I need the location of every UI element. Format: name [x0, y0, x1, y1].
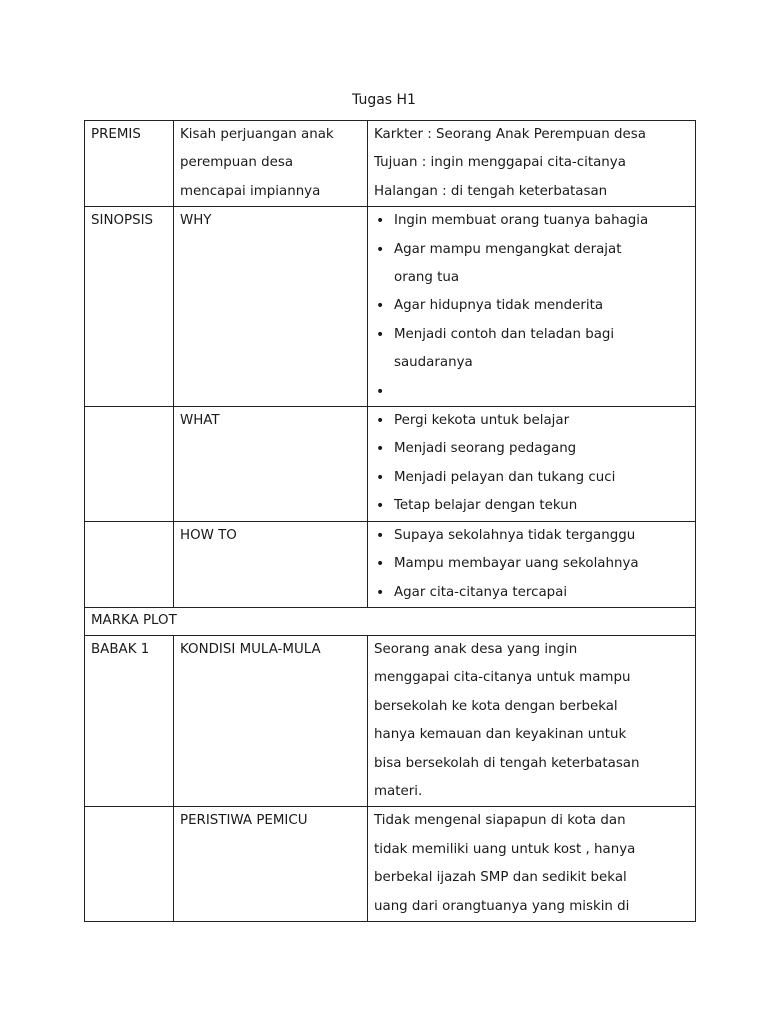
list-item: • Supaya sekolahnya tidak terganggu [374, 522, 689, 550]
empty-cell [85, 407, 174, 522]
howto-label: HOW TO [174, 521, 368, 607]
howto-content [368, 521, 696, 607]
sinopsis-label: SINOPSIS [85, 207, 174, 407]
list-item: • Agar mampu mengangkat derajat orang tua [374, 236, 689, 293]
marka-plot-heading: MARKA PLOT [85, 607, 696, 635]
list-item: • Agar cita-citanya tercapai [374, 579, 689, 607]
sinopsis-why-row [85, 207, 696, 407]
howto-list [374, 522, 689, 607]
pemicu-content: Tidak mengenal siapapun di kota dan tidak memiliki uang untuk kost , hanya berbekal ijazah SMP dan sedikit bekal uang dari orangtuanya yang miskin di [368, 807, 696, 922]
empty-cell [85, 521, 174, 607]
premis-row [85, 121, 696, 207]
premis-summary-line: perempuan desa [180, 155, 294, 171]
story-outline-table [84, 120, 696, 922]
sinopsis-what-row [85, 407, 696, 522]
pemicu-label: PERISTIWA PEMICU [174, 807, 368, 922]
what-label: WHAT [174, 407, 368, 522]
premis-detail [368, 121, 696, 207]
premis-summary-line: Kisah perjuangan anak [180, 127, 334, 142]
why-content [368, 207, 696, 407]
premis-character: Karkter : Seorang Anak Perempuan desa [374, 127, 646, 142]
premis-obstacle: Halangan : di tengah keterbatasan [374, 183, 608, 199]
list-item-empty [374, 378, 689, 406]
what-content [368, 407, 696, 522]
list-item: • Mampu membayar uang sekolahnya [374, 550, 689, 578]
list-item: • Menjadi contoh dan teladan bagi saudaranya [374, 321, 689, 378]
premis-label: PREMIS [85, 121, 174, 207]
empty-cell [85, 807, 174, 922]
kondisi-content: Seorang anak desa yang ingin menggapai cita-citanya untuk mampu bersekolah ke kota dengan berbekal hanya kemauan dan keyakinan untuk bisa bersekolah di tengah keterbatasan materi. [368, 635, 696, 806]
what-list [374, 407, 689, 521]
why-label: WHY [174, 207, 368, 407]
premis-goal: Tujuan : ingin menggapai cita-citanya [374, 155, 626, 171]
page-title: Tugas H1 [352, 92, 416, 108]
list-item: • Menjadi pelayan dan tukang cuci [374, 464, 689, 492]
premis-summary-line: mencapai impiannya [180, 183, 321, 199]
list-item: • Ingin membuat orang tuanya bahagia [374, 207, 689, 235]
list-item: • Tetap belajar dengan tekun [374, 492, 689, 520]
list-item: • Agar hidupnya tidak menderita [374, 292, 689, 320]
why-list [374, 207, 689, 406]
sinopsis-howto-row [85, 521, 696, 607]
premis-summary [174, 121, 368, 207]
babak1-pemicu-row [85, 807, 696, 922]
babak1-label: BABAK 1 [85, 635, 174, 806]
list-item: • Pergi kekota untuk belajar [374, 407, 689, 435]
marka-plot-row [85, 607, 696, 635]
babak1-kondisi-row [85, 635, 696, 806]
list-item: • Menjadi seorang pedagang [374, 435, 689, 463]
kondisi-label: KONDISI MULA-MULA [174, 635, 368, 806]
